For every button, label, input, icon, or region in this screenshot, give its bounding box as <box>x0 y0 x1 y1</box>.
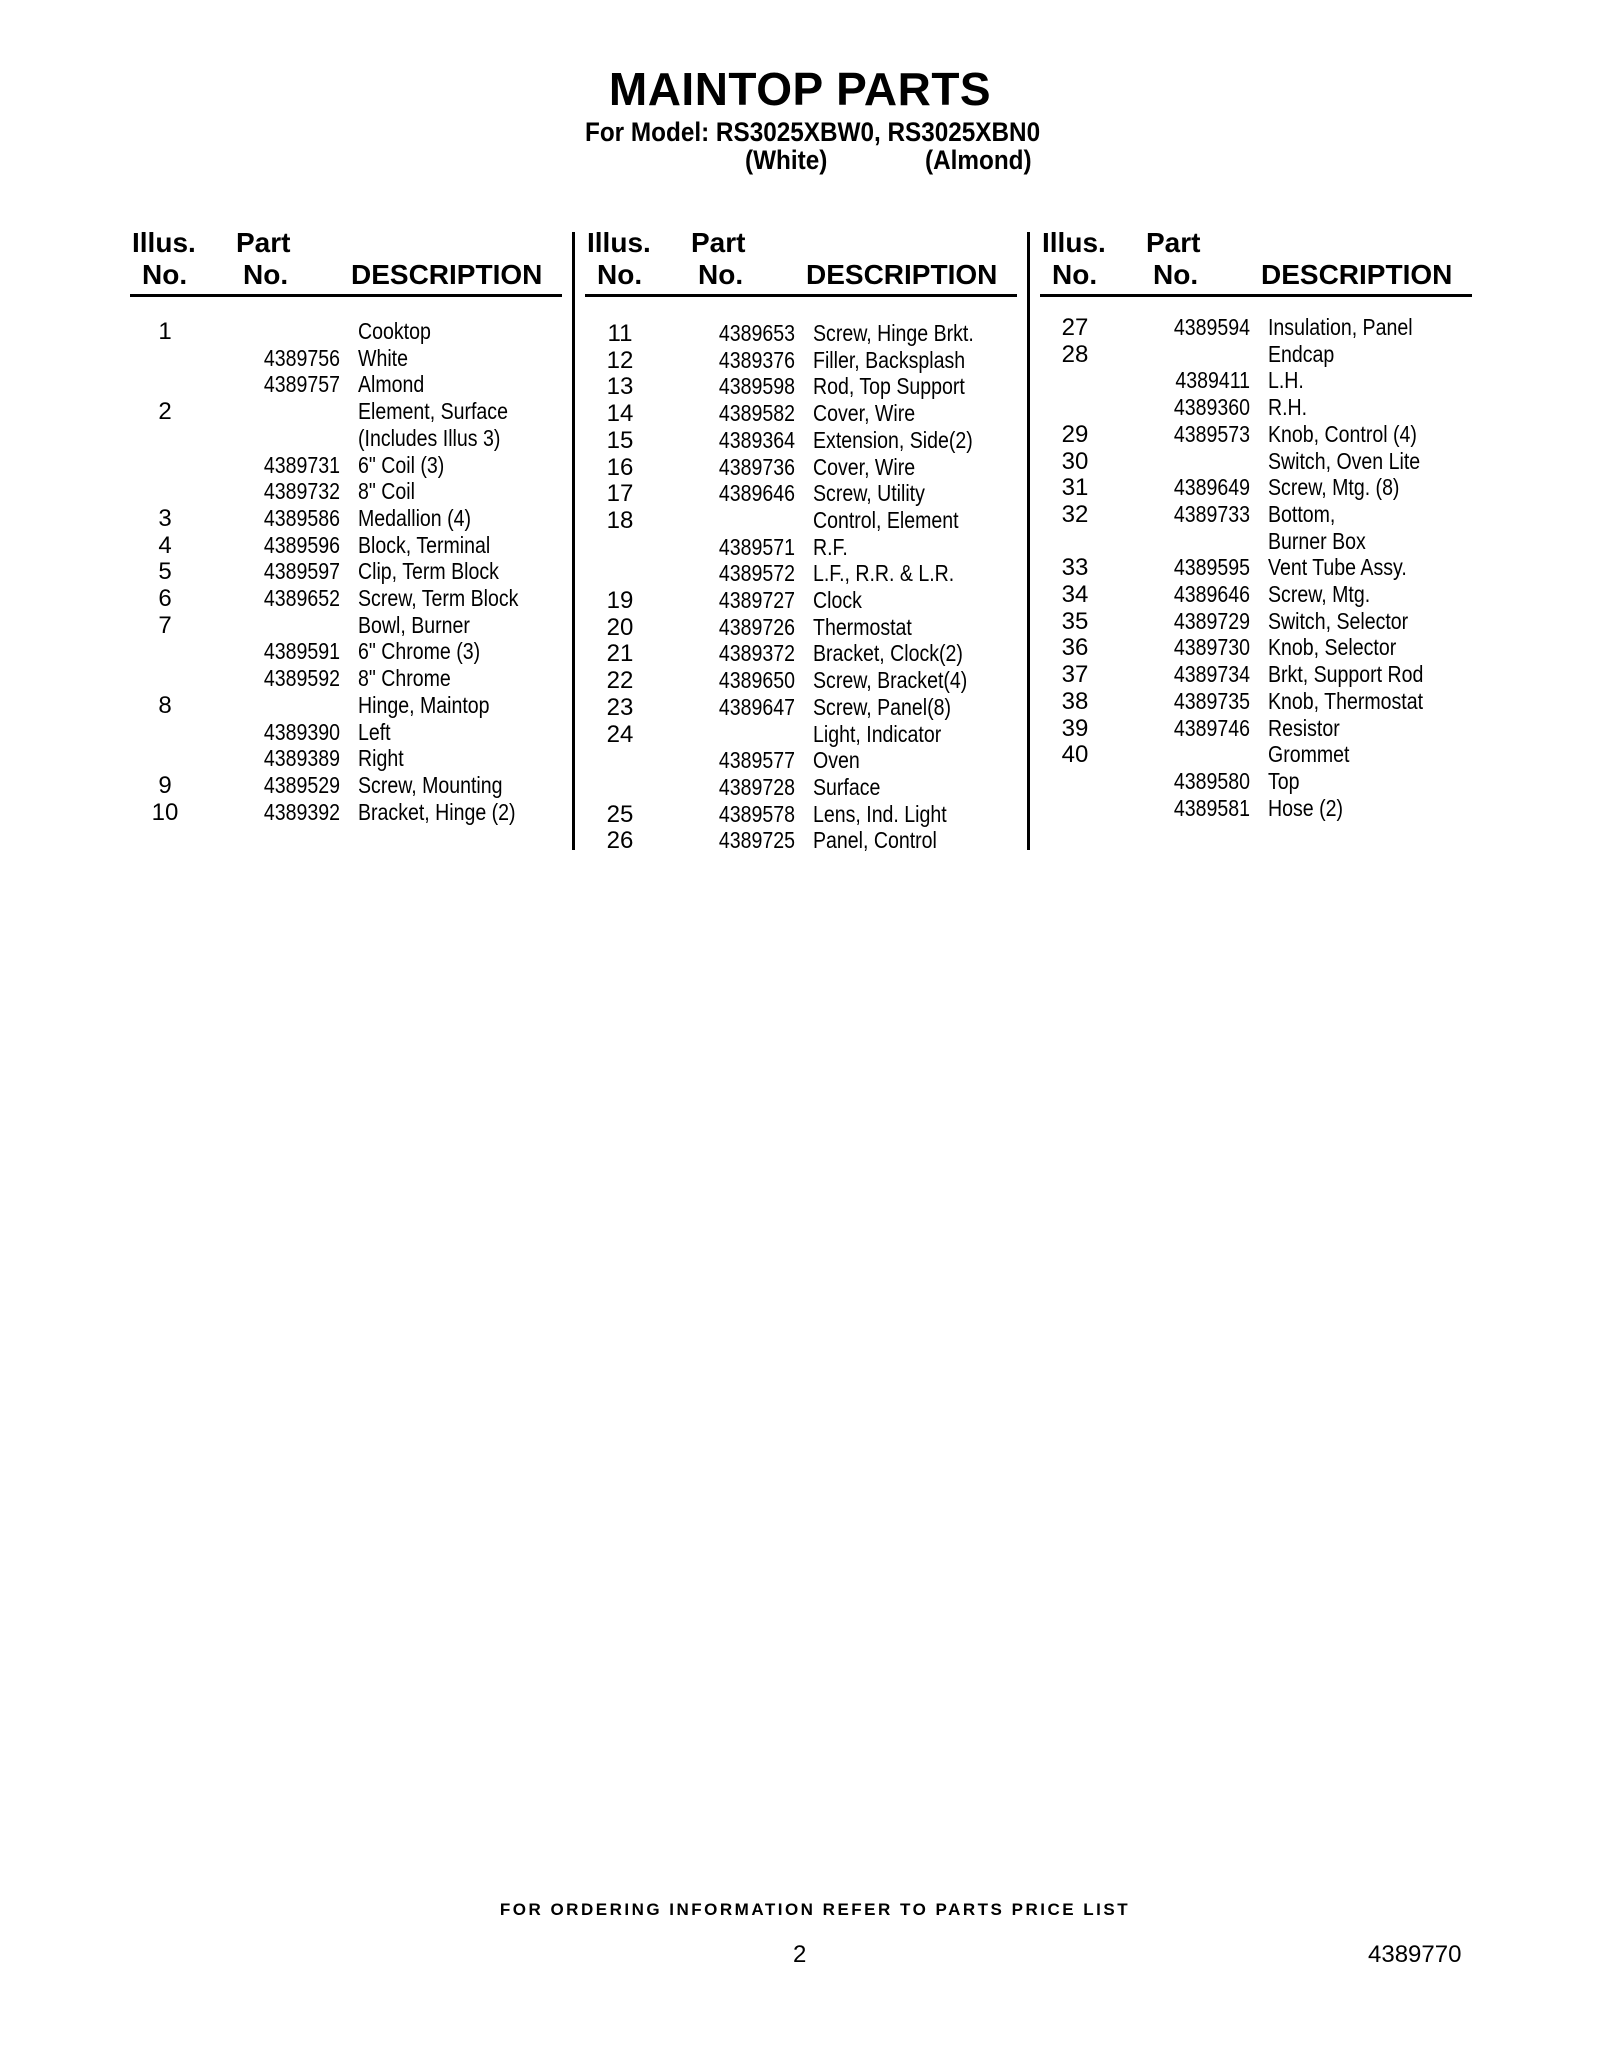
illus-number: 17 <box>606 480 634 508</box>
part-number: 4389725 <box>718 827 795 854</box>
column-divider <box>572 232 575 850</box>
part-number: 4389392 <box>263 798 340 825</box>
part-description: 8" Coil <box>358 478 415 505</box>
parts-column-1 <box>130 227 560 826</box>
part-description: Screw, Mounting <box>358 771 503 798</box>
illus-number: 39 <box>1061 714 1089 742</box>
part-number: 4389597 <box>263 558 340 585</box>
part-number: 4389596 <box>263 531 340 558</box>
part-number: 4389573 <box>1173 420 1250 447</box>
illus-header-line2: No. <box>597 259 643 290</box>
part-description: Brkt, Support Rod <box>1268 661 1424 688</box>
part-description: Vent Tube Assy. <box>1268 554 1407 581</box>
part-description: Control, Element <box>813 506 959 533</box>
table-row <box>1040 448 1470 475</box>
part-number: 4389572 <box>718 560 795 587</box>
part-description: Left <box>358 718 391 745</box>
part-description: Hinge, Maintop <box>358 691 490 718</box>
table-row <box>1040 554 1470 581</box>
description-header: DESCRIPTION <box>1261 259 1453 290</box>
table-row <box>130 558 560 585</box>
illus-number: 29 <box>1061 420 1089 448</box>
part-description: 6" Coil (3) <box>358 451 445 478</box>
part-description: Clip, Term Block <box>358 558 499 585</box>
part-description: Almond <box>358 371 425 398</box>
table-row <box>1040 474 1470 501</box>
illus-number: 9 <box>158 771 172 799</box>
illus-header-line1: Illus. <box>587 227 651 258</box>
illus-number: 38 <box>1061 687 1089 715</box>
part-description: Resistor <box>1268 714 1340 741</box>
column-divider <box>1027 232 1030 850</box>
table-row <box>585 454 1015 481</box>
part-description: Screw, Mtg. <box>1268 581 1371 607</box>
part-number: 4389647 <box>718 693 795 720</box>
part-description: Screw, Bracket(4) <box>813 667 968 694</box>
illus-number: 34 <box>1061 581 1089 608</box>
title-block <box>0 62 1600 116</box>
illus-number: 4 <box>158 531 172 559</box>
table-row <box>130 585 560 612</box>
illus-number: 11 <box>607 320 633 347</box>
table-row <box>1040 501 1470 528</box>
table-row <box>1040 341 1470 368</box>
illus-number: 13 <box>606 373 634 401</box>
part-header-line1: Part <box>691 227 746 258</box>
illus-header-line2: No. <box>142 259 188 290</box>
table-row <box>1040 367 1470 394</box>
part-number: 4389591 <box>263 638 340 665</box>
table-row <box>585 694 1015 721</box>
part-description: Panel, Control <box>813 827 937 854</box>
part-number: 4389376 <box>718 346 795 373</box>
parts-column-2 <box>585 227 1015 855</box>
column-header <box>585 228 1015 294</box>
table-row <box>585 507 1015 534</box>
part-description: Grommet <box>1268 741 1350 768</box>
table-row <box>130 638 560 665</box>
part-number: 4389757 <box>263 371 340 398</box>
part-number: 4389653 <box>718 320 795 346</box>
table-row <box>1040 394 1470 421</box>
table-row <box>585 320 1015 347</box>
part-description: Clock <box>813 587 862 613</box>
part-number: 4389731 <box>263 451 340 478</box>
table-row <box>585 373 1015 400</box>
part-number: 4389735 <box>1173 687 1250 714</box>
part-description: 8" Chrome <box>358 665 451 692</box>
illus-number: 27 <box>1061 314 1089 341</box>
table-row <box>130 665 560 692</box>
part-number: 4389756 <box>263 344 340 371</box>
part-header-line1: Part <box>236 227 291 258</box>
part-description: Thermostat <box>813 613 912 640</box>
part-number: 4389726 <box>718 613 795 640</box>
table-row <box>130 745 560 772</box>
table-row <box>1040 314 1470 341</box>
part-description: Oven <box>813 747 860 774</box>
table-row <box>1040 768 1470 795</box>
part-description: Insulation, Panel <box>1268 314 1413 340</box>
part-number: 4389586 <box>263 504 340 531</box>
table-row <box>585 801 1015 828</box>
table-row <box>130 371 560 398</box>
table-row <box>130 799 560 826</box>
illus-number: 16 <box>606 453 634 481</box>
part-number: 4389595 <box>1173 554 1250 581</box>
part-number: 4389736 <box>718 453 795 480</box>
part-description: Switch, Oven Lite <box>1268 447 1421 474</box>
table-row <box>585 587 1015 614</box>
part-description: Cover, Wire <box>813 453 916 480</box>
table-row <box>585 534 1015 561</box>
table-row <box>1040 608 1470 635</box>
column-header <box>130 228 560 294</box>
part-description: Rod, Top Support <box>813 373 965 400</box>
illus-number: 37 <box>1061 661 1089 689</box>
part-description: Light, Indicator <box>813 720 942 747</box>
table-row <box>130 318 560 345</box>
illus-header-line2: No. <box>1052 259 1098 290</box>
illus-number: 6 <box>158 585 172 612</box>
illus-number: 32 <box>1061 500 1089 528</box>
part-description: 6" Chrome (3) <box>358 638 481 665</box>
description-header: DESCRIPTION <box>351 259 543 290</box>
part-description: Extension, Side(2) <box>813 426 973 453</box>
table-row <box>585 560 1015 587</box>
part-header-line2: No. <box>243 259 289 290</box>
part-description: Knob, Selector <box>1268 634 1397 661</box>
table-row <box>1040 741 1470 768</box>
part-description: (Includes Illus 3) <box>358 424 501 451</box>
illus-number: 20 <box>606 613 634 641</box>
illus-number: 8 <box>158 691 172 719</box>
part-description: Bracket, Clock(2) <box>813 640 963 667</box>
part-description: Endcap <box>1268 340 1335 367</box>
illus-number: 25 <box>606 800 634 828</box>
part-description: Right <box>358 745 404 772</box>
part-number: 4389581 <box>1173 794 1250 821</box>
part-description: Lens, Ind. Light <box>813 800 947 827</box>
page-number: 2 <box>793 1941 807 1968</box>
table-row <box>585 347 1015 374</box>
part-number: 4389372 <box>718 640 795 667</box>
illus-number: 36 <box>1061 634 1089 662</box>
part-description: Knob, Thermostat <box>1268 687 1424 714</box>
part-description: Filler, Backsplash <box>813 346 966 373</box>
column-header <box>1040 228 1470 294</box>
part-number: 4389390 <box>263 718 340 745</box>
part-number: 4389594 <box>1173 314 1250 340</box>
part-number: 4389529 <box>263 771 340 798</box>
part-description: Screw, Utility <box>813 480 925 507</box>
part-description: Bowl, Burner <box>358 611 470 638</box>
table-row <box>585 774 1015 801</box>
variant-almond: (Almond) <box>925 145 1032 175</box>
illus-number: 31 <box>1061 474 1089 502</box>
part-number: 4389728 <box>718 773 795 800</box>
part-description: Screw, Hinge Brkt. <box>813 320 974 346</box>
description-header: DESCRIPTION <box>806 259 998 290</box>
parts-column-3 <box>1040 227 1470 821</box>
table-row <box>130 478 560 505</box>
table-row <box>1040 795 1470 822</box>
table-row <box>130 345 560 372</box>
table-row <box>1040 661 1470 688</box>
part-number: 4389730 <box>1173 634 1250 661</box>
table-row <box>585 721 1015 748</box>
table-row <box>1040 715 1470 742</box>
illus-number: 15 <box>606 426 634 454</box>
table-row <box>130 452 560 479</box>
part-number: 4389592 <box>263 665 340 692</box>
table-row <box>130 425 560 452</box>
part-header-line2: No. <box>698 259 744 290</box>
part-number: 4389580 <box>1173 767 1250 794</box>
illus-number: 1 <box>158 318 172 345</box>
part-number: 4389729 <box>1173 607 1250 634</box>
part-number: 4389389 <box>263 745 340 772</box>
table-row <box>585 827 1015 854</box>
part-header-line2: No. <box>1153 259 1199 290</box>
header-rule <box>585 294 1017 297</box>
illus-number: 14 <box>606 400 634 428</box>
part-number: 4389652 <box>263 585 340 611</box>
part-number: 4389598 <box>718 373 795 400</box>
table-row <box>1040 581 1470 608</box>
table-row <box>585 400 1015 427</box>
illus-number: 28 <box>1061 340 1089 368</box>
illus-header-line1: Illus. <box>1042 227 1106 258</box>
table-row <box>1040 688 1470 715</box>
illus-number: 21 <box>606 640 634 668</box>
part-description: R.F. <box>813 533 848 560</box>
table-row <box>585 747 1015 774</box>
table-row <box>1040 421 1470 448</box>
part-description: Knob, Control (4) <box>1268 420 1417 447</box>
part-description: L.H. <box>1268 367 1304 394</box>
table-row <box>585 614 1015 641</box>
illus-number: 7 <box>158 611 172 639</box>
part-number: 4389578 <box>718 800 795 827</box>
part-description: Burner Box <box>1268 527 1366 554</box>
part-description: Top <box>1268 767 1300 794</box>
part-number: 4389732 <box>263 478 340 505</box>
illus-number: 26 <box>606 827 634 855</box>
part-description: Cooktop <box>358 318 431 344</box>
part-description: White <box>358 344 408 371</box>
part-description: Element, Surface <box>358 398 508 425</box>
header-rule <box>130 294 562 297</box>
illus-number: 2 <box>158 398 172 426</box>
illus-number: 19 <box>606 587 634 614</box>
part-number: 4389364 <box>718 426 795 453</box>
table-row <box>130 398 560 425</box>
part-description: Hose (2) <box>1268 794 1343 821</box>
header-rule <box>1040 294 1472 297</box>
part-number: 4389649 <box>1173 474 1250 501</box>
table-row <box>585 427 1015 454</box>
part-description: Screw, Mtg. (8) <box>1268 474 1400 501</box>
table-row <box>130 719 560 746</box>
illus-number: 35 <box>1061 607 1089 635</box>
illus-number: 22 <box>606 667 634 695</box>
part-description: Screw, Term Block <box>358 585 519 611</box>
illus-number: 33 <box>1061 554 1089 582</box>
table-row <box>1040 634 1470 661</box>
part-description: R.H. <box>1268 394 1308 421</box>
model-subtitle: For Model: RS3025XBW0, RS3025XBN0 <box>585 117 1041 147</box>
table-row <box>585 640 1015 667</box>
part-number: 4389733 <box>1173 500 1250 527</box>
part-description: Bracket, Hinge (2) <box>358 798 516 825</box>
table-row <box>1040 528 1470 555</box>
part-number: 4389646 <box>718 480 795 507</box>
part-number: 4389360 <box>1173 394 1250 421</box>
table-row <box>585 667 1015 694</box>
illus-number: 5 <box>158 558 172 586</box>
part-number: 4389411 <box>1175 367 1250 394</box>
part-description: Cover, Wire <box>813 400 916 427</box>
illus-header-line1: Illus. <box>132 227 196 258</box>
table-row <box>585 480 1015 507</box>
illus-number: 10 <box>151 798 179 826</box>
part-description: Surface <box>813 773 881 800</box>
part-number: 4389727 <box>718 587 795 613</box>
part-number: 4389650 <box>718 667 795 694</box>
table-row <box>130 772 560 799</box>
part-description: Block, Terminal <box>358 531 491 558</box>
illus-number: 24 <box>606 720 634 748</box>
part-description: Switch, Selector <box>1268 607 1409 634</box>
illus-number: 30 <box>1061 447 1089 475</box>
ordering-note: FOR ORDERING INFORMATION REFER TO PARTS PRICE LIST <box>499 1900 1131 1919</box>
part-number: 4389734 <box>1173 661 1250 688</box>
table-row <box>130 692 560 719</box>
part-number: 4389646 <box>1173 581 1250 607</box>
part-header-line1: Part <box>1146 227 1201 258</box>
illus-number: 3 <box>158 504 172 532</box>
part-description: Screw, Panel(8) <box>813 693 952 720</box>
table-row <box>130 612 560 639</box>
document-number: 4389770 <box>1368 1941 1462 1968</box>
illus-number: 18 <box>606 506 634 534</box>
part-number: 4389582 <box>718 400 795 427</box>
part-description: L.F., R.R. & L.R. <box>813 560 955 587</box>
part-number: 4389577 <box>718 747 795 774</box>
table-row <box>130 532 560 559</box>
illus-number: 40 <box>1061 741 1089 769</box>
part-description: Bottom, <box>1268 500 1336 527</box>
illus-number: 23 <box>606 693 634 721</box>
illus-number: 12 <box>606 346 634 374</box>
page-title: MAINTOP PARTS <box>608 63 992 115</box>
part-number: 4389571 <box>718 533 795 560</box>
variant-white: (White) <box>745 145 828 175</box>
table-row <box>130 505 560 532</box>
part-number: 4389746 <box>1173 714 1250 741</box>
part-description: Medallion (4) <box>358 504 472 531</box>
